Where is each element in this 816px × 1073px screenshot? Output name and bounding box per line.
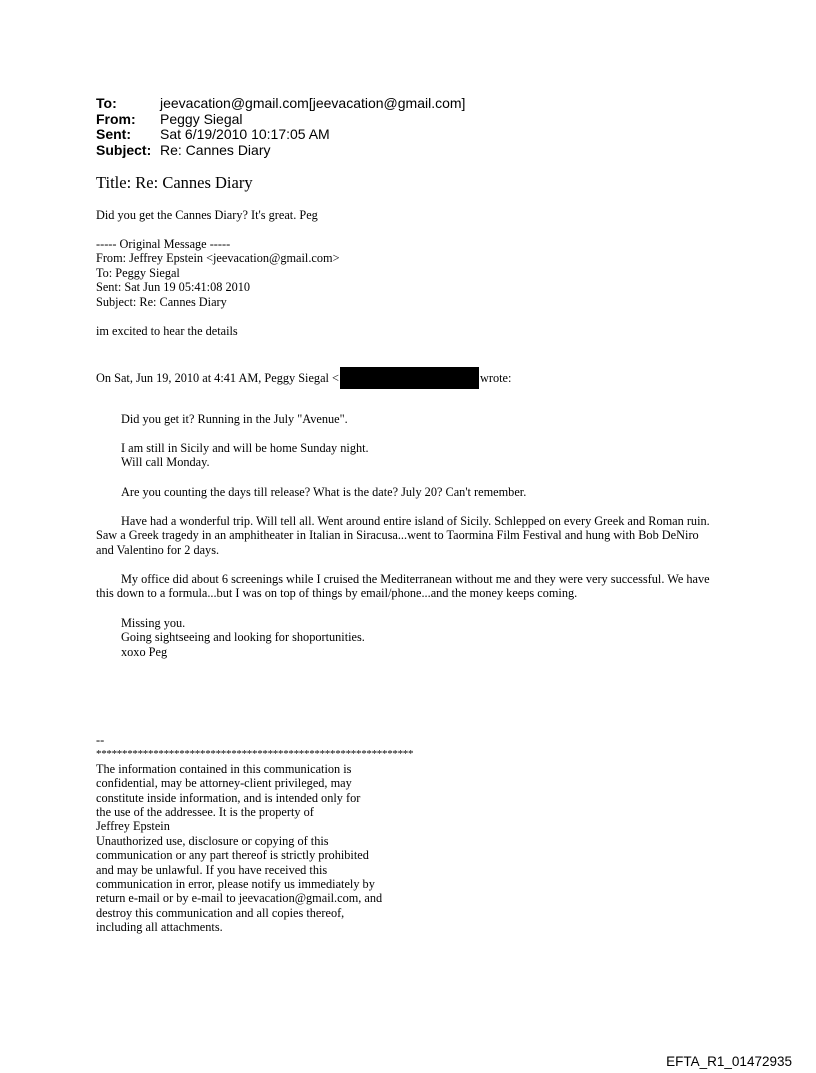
disclaimer-line: and may be unlawful. If you have received this [96, 862, 328, 877]
quoted-line-3: Are you counting the days till release? What is the date? July 20? Can't remember. [121, 485, 527, 499]
disclaimer-line: the use of the addressee. It is the property of [96, 805, 314, 820]
quoted-paragraph-trip: Have had a wonderful trip. Will tell all. Went around entire island of Sicily. Schlepped on every Greek and Roman ruin. Saw a Greek tragedy in an amphitheater in Italian in Siracusa...went to Taormina Film Festival and hung with Bob DeNiro and Valentino for 2 days. [96, 514, 710, 557]
subject-value: Re: Cannes Diary [160, 141, 271, 158]
disclaimer-line: destroy this communication and all copies thereof, [96, 905, 345, 920]
disclaimer [96, 733, 413, 935]
email-title: Title: Re: Cannes Diary [96, 173, 253, 192]
disclaimer-line: Jeffrey Epstein [96, 819, 170, 834]
disclaimer-stars: ************************************************************* [96, 748, 414, 761]
quoted-line-1: Did you get it? Running in the July "Avenue". [121, 412, 348, 426]
header-from-row [96, 112, 465, 128]
epstein-reply: im excited to hear the details [96, 324, 238, 338]
email-header [96, 96, 465, 158]
original-message-block [96, 237, 340, 309]
quoted-closing [121, 616, 365, 659]
header-to-row [96, 96, 465, 112]
disclaimer-line: The information contained in this communication is [96, 761, 352, 776]
disclaimer-line: return e-mail or by e-mail to jeevacation@gmail.com, and [96, 891, 383, 906]
original-from: From: Jeffrey Epstein <jeevacation@gmail.com> [96, 251, 340, 266]
disclaimer-line: communication in error, please notify us immediately by [96, 877, 375, 892]
quote-intro-after: wrote: [479, 370, 512, 385]
from-label: From: [96, 110, 136, 127]
disclaimer-line: communication or any part thereof is strictly prohibited [96, 848, 369, 863]
document-id: EFTA_R1_01472935 [666, 1054, 792, 1069]
redaction-box [340, 367, 479, 389]
disclaimer-line: including all attachments. [96, 920, 223, 935]
quoted-line-2a: I am still in Sicily and will be home Sunday night. [121, 441, 369, 455]
disclaimer-line: Unauthorized use, disclosure or copying of this [96, 833, 329, 848]
to-value: jeevacation@gmail.com[jeevacation@gmail.com] [160, 95, 466, 111]
disclaimer-line: confidential, may be attorney-client privileged, may [96, 776, 352, 791]
sent-value: Sat 6/19/2010 10:17:05 AM [160, 126, 330, 142]
closing-line-1: Missing you. [121, 616, 186, 630]
quoted-sicily-block [121, 441, 369, 470]
subject-label: Subject: [96, 141, 152, 158]
sent-label: Sent: [96, 126, 131, 142]
to-label: To: [96, 95, 117, 111]
closing-line-3: xoxo Peg [121, 644, 168, 659]
quote-intro [96, 368, 511, 390]
quote-intro-before: On Sat, Jun 19, 2010 at 4:41 AM, Peggy Siegal < [96, 370, 339, 385]
disclaimer-dashes: -- [96, 733, 105, 747]
original-to: To: Peggy Siegal [96, 265, 180, 280]
closing-line-2: Going sightseeing and looking for shoportunities. [121, 630, 365, 645]
header-subject-row [96, 143, 465, 159]
header-sent-row [96, 127, 465, 143]
original-divider: ----- Original Message ----- [96, 237, 231, 251]
from-value: Peggy Siegal [160, 110, 243, 127]
reply-line: Did you get the Cannes Diary? It's great. Peg [96, 208, 318, 222]
original-sent: Sent: Sat Jun 19 05:41:08 2010 [96, 280, 251, 295]
quoted-line-2b: Will call Monday. [121, 455, 210, 470]
original-subject: Subject: Re: Cannes Diary [96, 294, 227, 309]
quoted-paragraph-office: My office did about 6 screenings while I cruised the Mediterranean without me and they were very successful. We have this down to a formula...but I was on top of things by email/phone...and the money keeps coming. [96, 572, 710, 601]
disclaimer-line: constitute inside information, and is intended only for [96, 790, 361, 805]
